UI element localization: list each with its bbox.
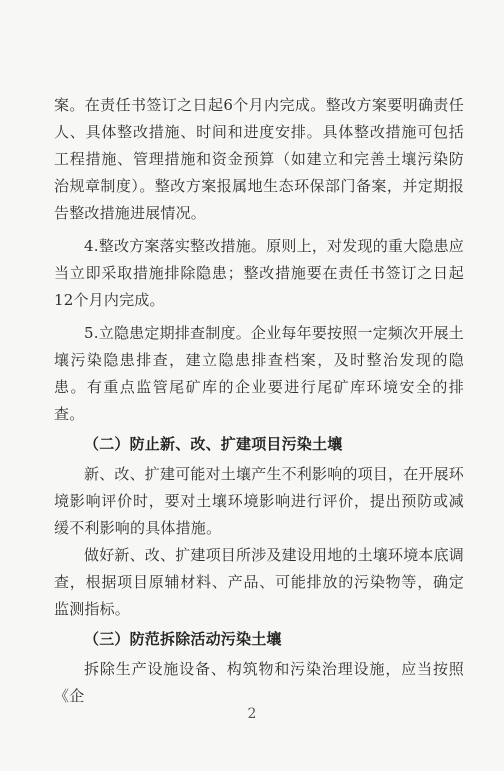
paragraph-demolition-facilities: 拆除生产设施设备、构筑物和污染治理设施，应当按照《企: [54, 660, 464, 705]
paragraph-rectification-plan-continued: 案。在责任书签订之日起6个月内完成。整改方案要明确责任人、具体整改措施、时间和进度安排。具体整改措施可包括工程措施、管理措施和资金预算（如建立和完善土壤污染防治规章制度）。整改方案报属地生态环保部门备案，并定期报告整改措施进展情况。: [54, 96, 464, 222]
paragraph-item-5-periodic-inspection: 5.立隐患定期排查制度。企业每年要按照一定频次开展土壤污染隐患排查，建立隐患排查档案，及时整治发现的隐患。有重点监管尾矿库的企业要进行尾矿库环境安全的排查。: [54, 324, 464, 423]
document-body: [54, 92, 464, 710]
section-heading-demolition: （三）防范拆除活动污染土壤: [84, 630, 282, 648]
section-heading-new-projects: （二）防止新、改、扩建项目污染土壤: [84, 435, 343, 453]
paragraph-environmental-impact-assessment: 新、改、扩建可能对土壤产生不利影响的项目，在开展环境影响评价时，要对土壤环境影响进行评价，提出预防或减缓不利影响的具体措施。: [54, 465, 465, 537]
paragraph-item-4-implement-measures: 4.整改方案落实整改措施。原则上，对发现的重大隐患应当立即采取措施排除隐患；整改措施要在责任书签订之日起12个月内完成。: [54, 237, 464, 309]
page-number: 2: [247, 706, 257, 722]
paragraph-baseline-survey: 做好新、改、扩建项目所涉及建设用地的土壤环境本底调查，根据项目原辅材料、产品、可能排放的污染物等，确定监测指标。: [54, 546, 465, 618]
